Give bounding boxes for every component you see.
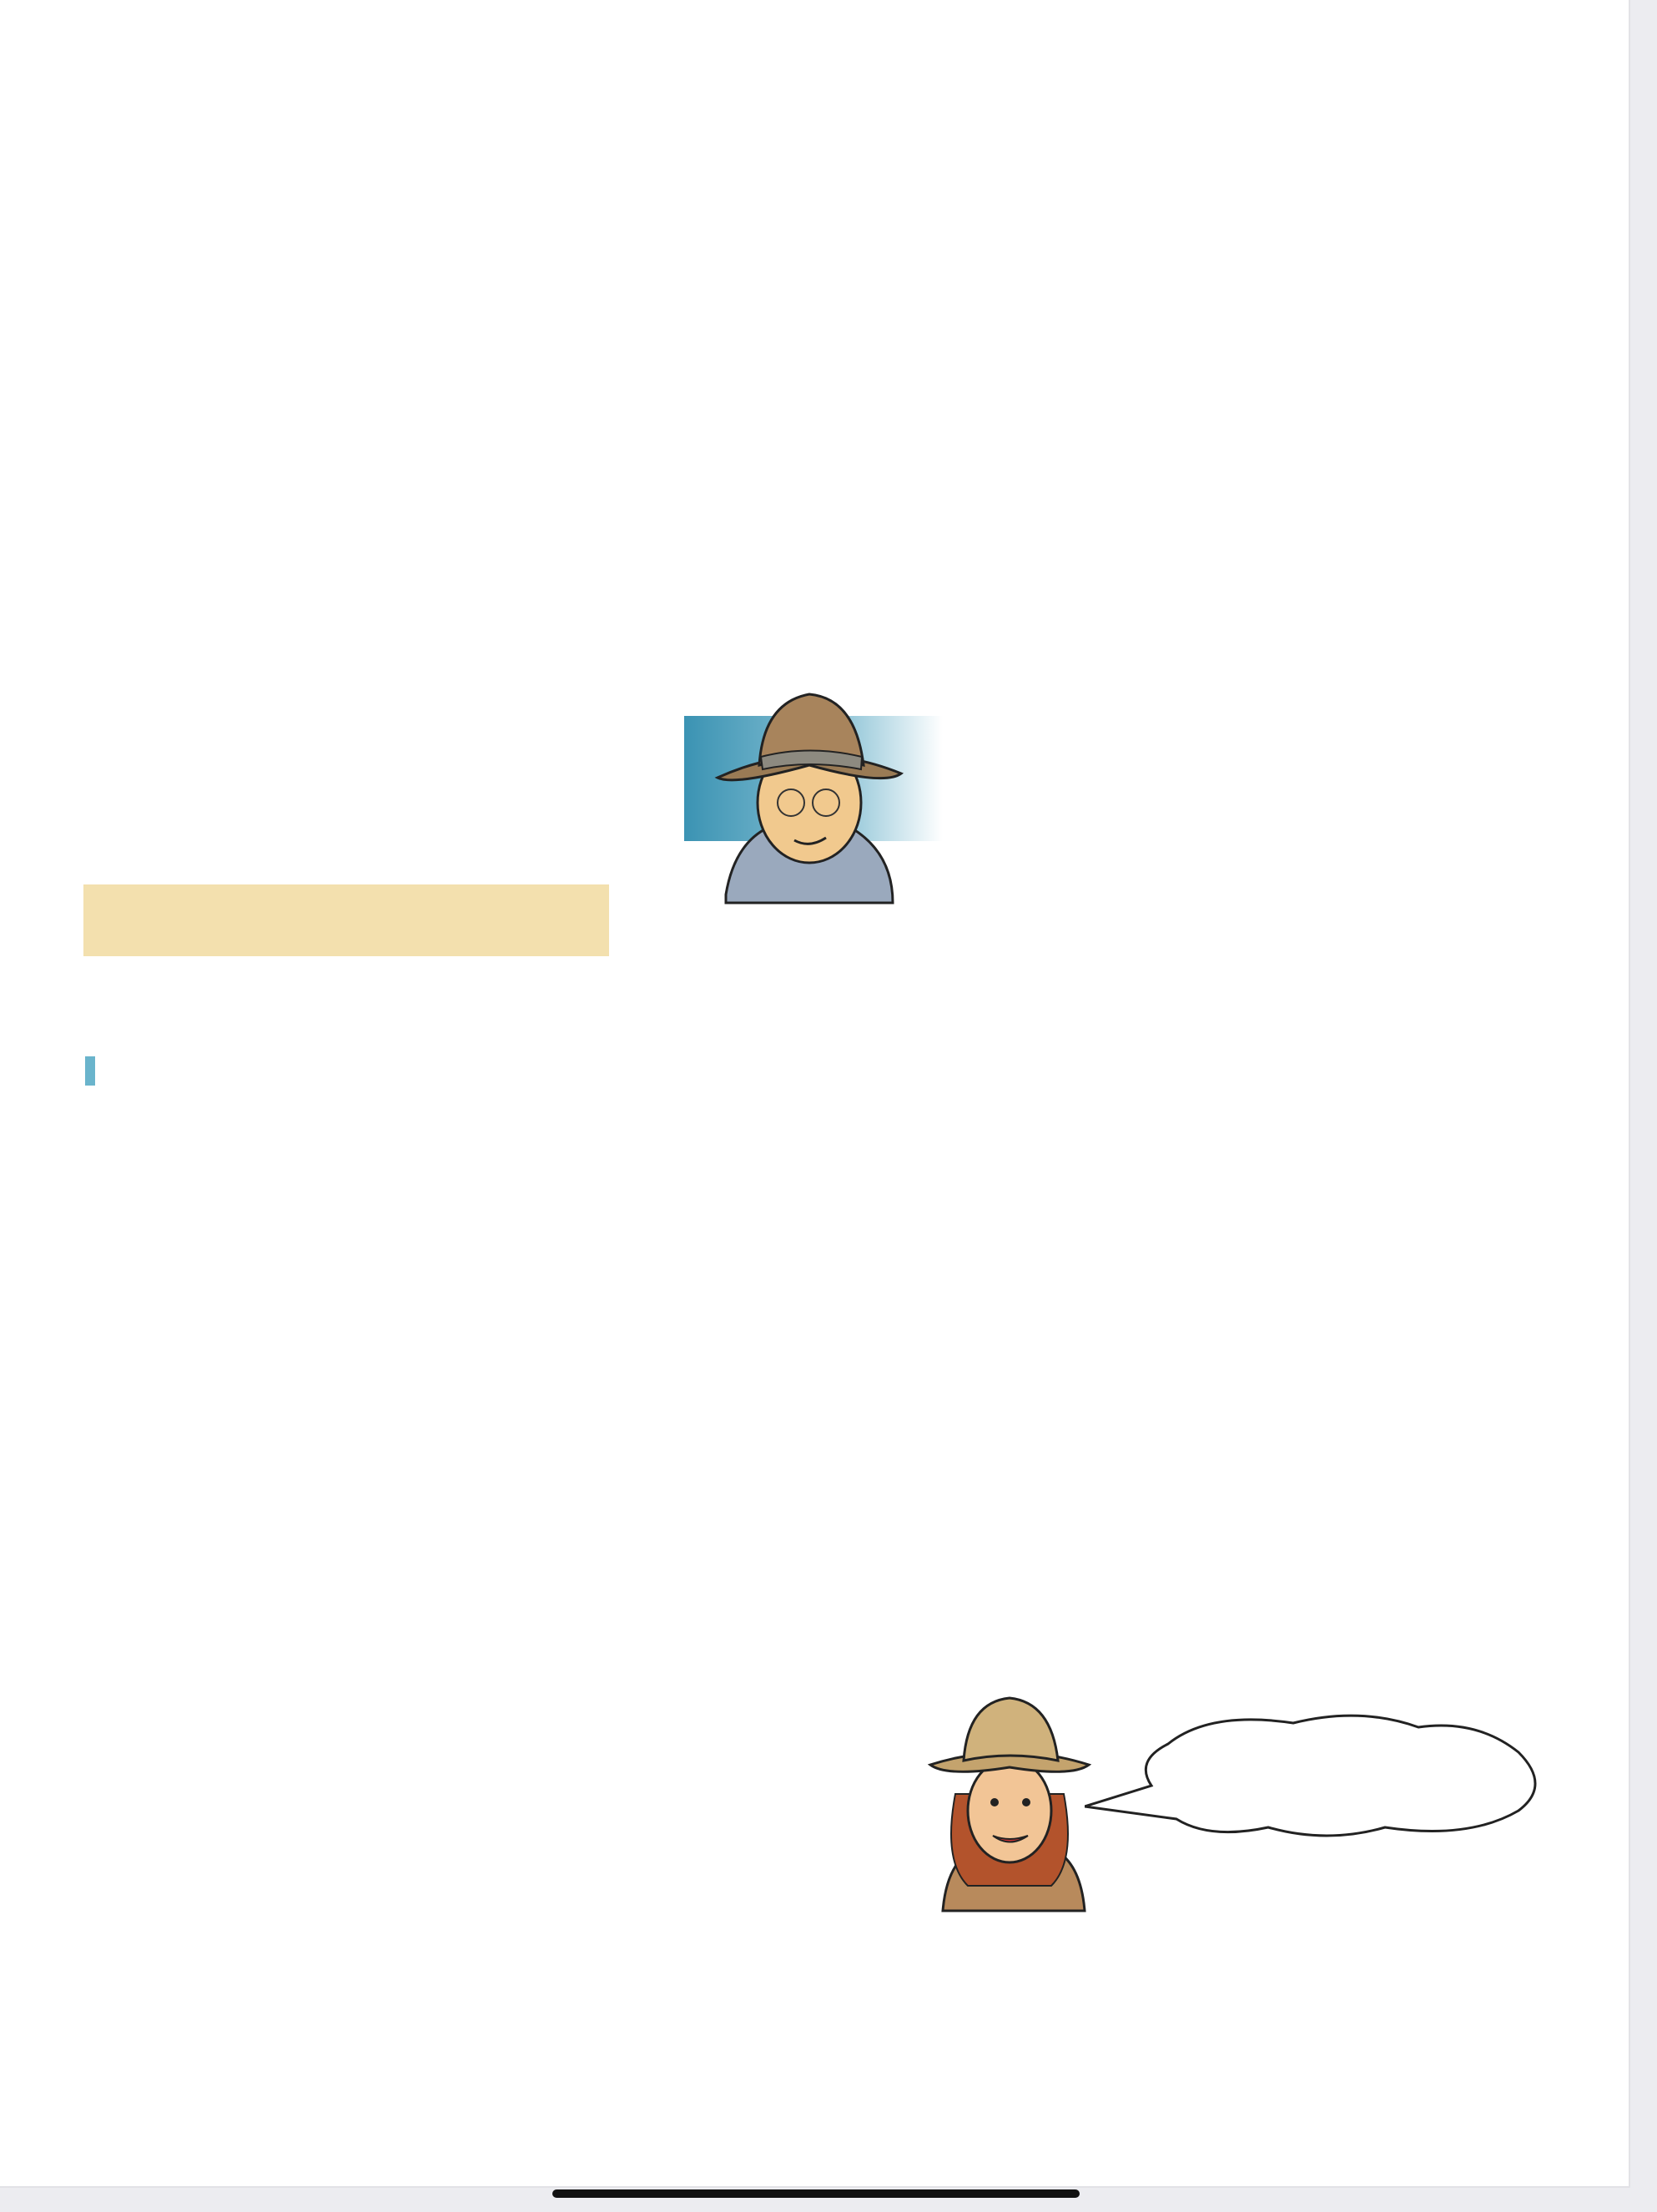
- exercise-11-intro: [85, 1058, 95, 1085]
- putting-it-together-banner: [83, 884, 609, 956]
- hot-shot-character-portrait: [926, 1694, 1093, 1919]
- home-indicator[interactable]: [552, 2189, 1080, 2198]
- arco-character-portrait: [701, 686, 918, 920]
- speech-bubble: [1085, 1694, 1552, 1844]
- solfege-highlight: [85, 1056, 95, 1086]
